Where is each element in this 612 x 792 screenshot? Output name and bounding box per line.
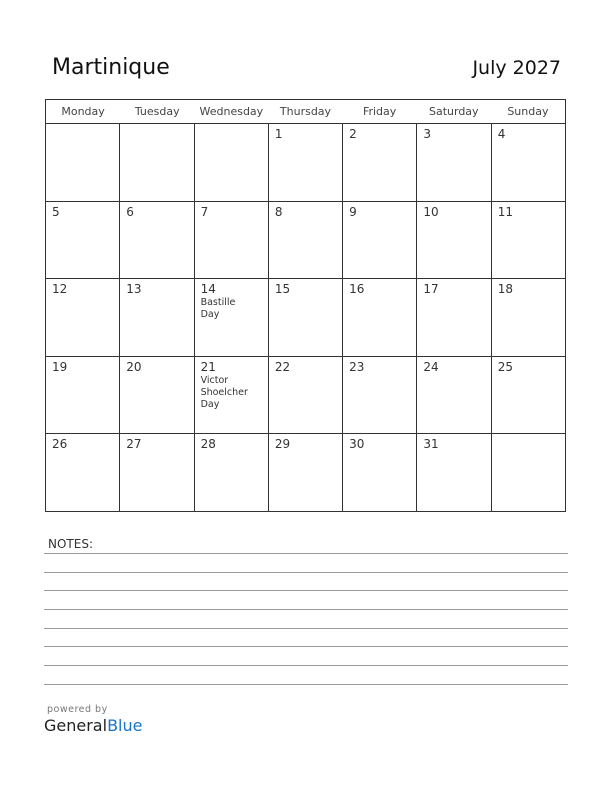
day-cell: [269, 124, 343, 201]
day-cell: [46, 357, 120, 434]
day-number: 27: [126, 437, 142, 452]
day-cell: [269, 279, 343, 356]
month-title: July 2027: [472, 57, 561, 79]
day-number: 24: [423, 359, 439, 374]
weekday-label: Tuesday: [134, 105, 180, 118]
weekday-label: Saturday: [428, 105, 479, 118]
day-number: 19: [52, 359, 68, 374]
day-cell: [417, 202, 491, 279]
day-number: 4: [497, 127, 506, 141]
note-line: [44, 684, 568, 685]
weekday-label: Sunday: [507, 105, 549, 118]
day-number: 14: [200, 282, 216, 297]
day-cell: [269, 434, 343, 511]
day-number: 7: [200, 204, 209, 219]
week-row: [46, 279, 565, 357]
day-number: 29: [274, 437, 291, 452]
week-row: [46, 202, 565, 280]
notes-label: NOTES:: [48, 537, 93, 551]
day-cell: [492, 434, 565, 511]
day-cell: [46, 124, 120, 201]
day-cell: [343, 124, 417, 201]
day-number: 15: [274, 282, 291, 297]
weekday-header: [46, 100, 565, 124]
note-line: [44, 646, 568, 647]
calendar-grid: [45, 99, 566, 512]
day-cell: [269, 357, 343, 434]
note-line: [44, 609, 568, 610]
brand-blue: Blue: [107, 716, 143, 735]
weekday-label: Monday: [61, 105, 105, 118]
day-number: 9: [349, 204, 357, 219]
holiday-label: Bastille Day: [200, 297, 236, 321]
day-cell: [417, 279, 491, 356]
day-cell: [120, 434, 194, 511]
day-cell: [417, 357, 491, 434]
day-cell: [195, 434, 269, 511]
weekday-label: Wednesday: [199, 105, 264, 118]
day-number: 12: [52, 282, 68, 297]
day-cell: [195, 202, 269, 279]
powered-by-label: powered by: [47, 704, 108, 715]
note-line: [44, 590, 568, 591]
day-cell: [343, 202, 417, 279]
day-number: 16: [349, 282, 365, 297]
day-number: 5: [52, 204, 60, 219]
day-cell: [417, 434, 491, 511]
day-cell: [492, 124, 565, 201]
day-cell: [492, 279, 565, 356]
week-row: [46, 357, 565, 435]
day-number: 22: [274, 359, 291, 374]
brand-logo: [44, 716, 142, 735]
day-cell: [195, 357, 269, 434]
day-cell: [46, 279, 120, 356]
day-cell: [492, 357, 565, 434]
day-number: 30: [349, 437, 365, 452]
page-title: Martinique: [52, 55, 170, 80]
day-cell: [195, 124, 269, 201]
note-line: [44, 553, 568, 554]
day-cell: [343, 434, 417, 511]
day-number: 31: [423, 437, 439, 452]
day-number: 28: [200, 437, 216, 452]
day-cell: [417, 124, 491, 201]
day-number: 25: [497, 359, 513, 374]
day-cell: [46, 202, 120, 279]
calendar-weeks: [46, 124, 565, 511]
week-row: [46, 434, 565, 511]
day-number: 23: [349, 359, 365, 374]
brand-general: General: [44, 716, 108, 735]
weekday-label: Thursday: [279, 105, 332, 118]
day-number: 3: [423, 127, 432, 141]
day-number: 17: [423, 282, 439, 297]
day-number: 6: [126, 204, 134, 219]
day-number: 11: [497, 204, 513, 219]
weekday-label: Friday: [362, 105, 397, 118]
day-number: 21: [200, 359, 216, 374]
day-number: 20: [126, 359, 142, 374]
day-cell: [343, 279, 417, 356]
note-line: [44, 628, 568, 629]
day-cell: [492, 202, 565, 279]
day-cell: [46, 434, 120, 511]
note-line: [44, 665, 568, 666]
day-number: 8: [274, 204, 283, 219]
day-number: 26: [52, 437, 68, 452]
holiday-label: Victor Shoelcher Day: [200, 374, 248, 410]
day-number: 18: [497, 282, 513, 297]
day-cell: [120, 202, 194, 279]
day-cell: [195, 279, 269, 356]
day-cell: [269, 202, 343, 279]
note-line: [44, 572, 568, 573]
week-row: [46, 124, 565, 202]
day-cell: [343, 357, 417, 434]
day-cell: [120, 357, 194, 434]
day-number: 1: [274, 127, 283, 141]
day-number: 13: [126, 282, 142, 297]
day-cell: [120, 279, 194, 356]
day-number: 2: [349, 127, 357, 141]
day-cell: [120, 124, 194, 201]
day-number: 10: [423, 204, 439, 219]
